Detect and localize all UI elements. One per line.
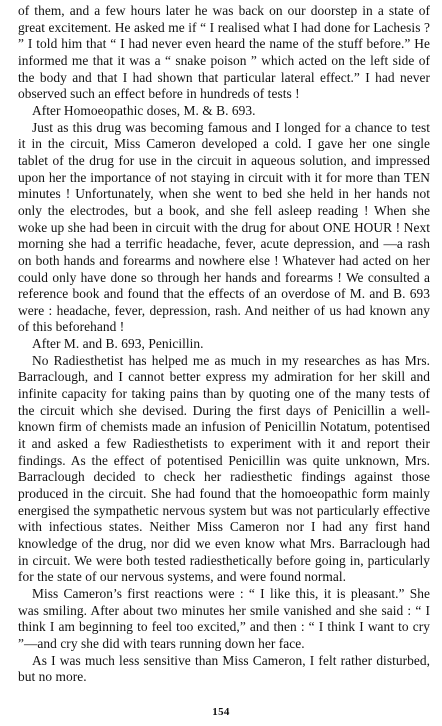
paragraph-mb-693-test: Just as this drug was becoming famous and I longed for a chance to test it in the circuit, Miss Cameron developed a cold. I gave her one single tablet of the drug for use in the circuit in aqueous solution, and impressed upon her the importance of not staying in circuit with it for more than TEN minutes ! Unfortunately, when she went to bed she held in her hands not only the electrodes, but a book, and she fell asleep reading ! When she woke up she had been in circuit with the drug for about ONE HOUR ! Next morning she had a terrific headache, fever, acute depression, and —a rash on both hands and forearms and nowhere else ! Whatever had acted on her could only have done so through her hands and forearms ! We consulted a reference book and found that the effects of an overdose of M. and B. 693 were : headache, fever, depression, rash. And neither of us had known any of this beforehand ! xyxy=(18,119,430,335)
paragraph-continuation: of them, and a few hours later he was back on our doorstep in a state of great excitement. He asked me if “ I realised what I had done for Lachesis ? ” I told him that “ I had never even heard the name of the stuff before.” He informed me that it was a “ snake poison ” which acted on the left side of the body and that I had shown that particular lateral effect.” I had never observed such an effect before in hundreds of tests ! xyxy=(18,3,430,102)
paragraph-less-sensitive: As I was much less sensitive than Miss Cameron, I felt rather disturbed, but no more. xyxy=(18,652,430,685)
paragraph-first-reactions: Miss Cameron’s first reactions were : “ I like this, it is pleasant.” She was smiling. After about two minutes her smile vanished and she said : “ I think I am beginning to feel too excited,” and then : “ I think I want to cry ”—and cry she did with tears running down her face. xyxy=(18,585,430,651)
section-heading-homoeopathic-doses: After Homoeopathic doses, M. & B. 693. xyxy=(32,102,256,118)
paragraph-radiesthetist: No Radiesthetist has helped me as much in my researches as has Mrs. Barraclough, and I cannot better express my admiration for her skill and infinite capacity for taking pains than by quoting one of the many tests of the circuit which she devised. During the first days of Penicillin a well-known firm of chemists made an infusion of Penicillin Notatum, potentised it and asked a few Radiesthetists to experiment with it and report their findings. As the effect of potentised Penicillin was quite unknown, Mrs. Barraclough decided to check her radiesthetic findings against those produced in the circuit. She had found that the homoeopathic form mainly energised the sympathetic nervous system but was not particularly effective with infectious states. Neither Miss Cameron nor I had any first hand knowledge of the drug, nor did we even know what Mrs. Barraclough had in circuit. We were both tested radiesthetically before going in, particularly for the state of our nervous systems, and were found normal. xyxy=(18,352,430,585)
page-number: 154 xyxy=(212,706,230,718)
section-heading-penicillin: After M. and B. 693, Penicillin. xyxy=(32,336,204,352)
body-text xyxy=(18,3,430,686)
